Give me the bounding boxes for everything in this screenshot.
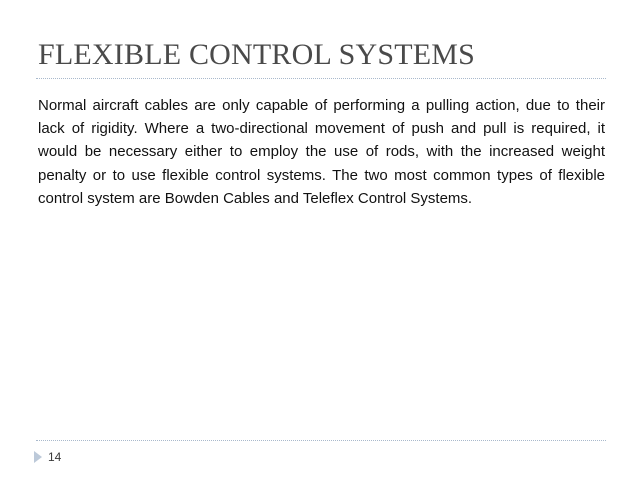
slide-title: FLEXIBLE CONTROL SYSTEMS [38,38,476,71]
slide-body-text: Normal aircraft cables are only capable of performing a pulling action, due to their lack of rigidity. Where a two-directional movement of push and pull is required, it would be necessary either to employ the use of rods, with the increased weight penalty or to use flexible control systems. The two most common types of flexible control system are Bowden Cables and Teleflex Control Systems. [38,97,605,207]
triangle-right-icon [34,451,42,463]
footer-divider [36,440,606,441]
page-number: 14 [48,450,62,464]
title-divider [36,78,606,79]
